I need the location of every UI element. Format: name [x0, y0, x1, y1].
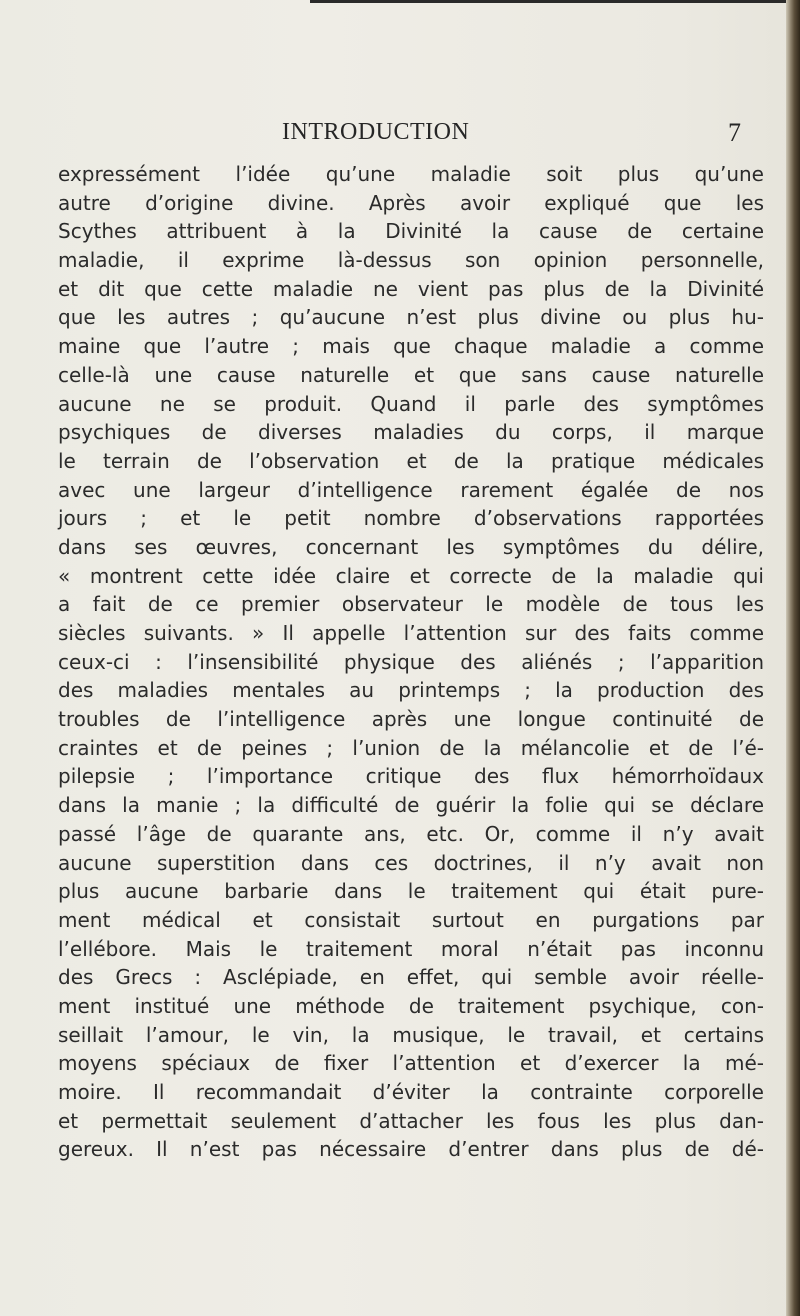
text-line: troubles de l’intelligence après une longue continuité de	[58, 707, 764, 732]
text-line: des Grecs : Asclépiade, en effet, qui semble avoir réelle-	[58, 965, 764, 990]
text-line: « montrent cette idée claire et correcte de la maladie qui	[58, 563, 764, 588]
text-line: et dit que cette maladie ne vient pas plus de la Divinité	[58, 276, 764, 301]
text-line: Scythes attribuent à la Divinité la cause de certaine	[58, 219, 764, 244]
text-line: passé l’âge de quarante ans, etc. Or, comme il n’y avait	[58, 821, 764, 846]
text-line: jours ; et le petit nombre d’observations rapportées	[58, 506, 764, 531]
text-line: seillait l’amour, le vin, la musique, le travail, et certains	[58, 1022, 764, 1047]
page-binding-edge	[786, 0, 800, 1316]
text-line: plus aucune barbarie dans le traitement qui était pure-	[58, 879, 764, 904]
top-edge-rule	[310, 0, 800, 3]
page-number: 7	[728, 118, 741, 147]
text-line: le terrain de l’observation et de la pratique médicales	[58, 448, 764, 473]
text-line: dans la manie ; la difficulté de guérir la folie qui se déclare	[58, 793, 764, 818]
text-line: moyens spéciaux de fixer l’attention et d’exercer la mé-	[58, 1051, 764, 1076]
text-line: l’ellébore. Mais le traitement moral n’était pas inconnu	[58, 936, 764, 961]
text-line: que les autres ; qu’aucune n’est plus divine ou plus hu-	[58, 305, 764, 330]
text-line: celle-là une cause naturelle et que sans cause naturelle	[58, 362, 764, 387]
text-line: des maladies mentales au printemps ; la production des	[58, 678, 764, 703]
text-line: maladie, il exprime là-dessus son opinion personnelle,	[58, 248, 764, 273]
body-paragraph	[58, 160, 764, 1164]
running-head-title: INTRODUCTION	[282, 119, 470, 145]
running-head	[0, 119, 786, 149]
text-line: expressément l’idée qu’une maladie soit plus qu’une	[58, 162, 764, 186]
text-line: et permettait seulement d’attacher les fous les plus dan-	[58, 1108, 764, 1133]
text-line: avec une largeur d’intelligence rarement égalée de nos	[58, 477, 764, 502]
text-line: moire. Il recommandait d’éviter la contrainte corporelle	[58, 1080, 764, 1104]
text-line: aucune superstition dans ces doctrines, il n’y avait non	[58, 850, 764, 875]
text-line: gereux. Il n’est pas nécessaire d’entrer dans plus de dé-	[58, 1137, 764, 1162]
text-line: ment médical et consistait surtout en purgations par	[58, 907, 764, 932]
text-line: ceux-ci : l’insensibilité physique des aliénés ; l’apparition	[58, 649, 764, 674]
text-line: a fait de ce premier observateur le modèle de tous les	[58, 592, 764, 617]
text-line: autre d’origine divine. Après avoir expliqué que les	[58, 190, 764, 215]
text-line: craintes et de peines ; l’union de la mélancolie et de l’é-	[58, 735, 764, 760]
text-line: maine que l’autre ; mais que chaque maladie a comme	[58, 334, 764, 359]
text-line: ment institué une méthode de traitement psychique, con-	[58, 993, 764, 1018]
text-line: dans ses œuvres, concernant les symptômes du délire,	[58, 534, 764, 559]
text-line: psychiques de diverses maladies du corps, il marque	[58, 420, 764, 445]
text-line: pilepsie ; l’importance critique des flux hémorrhoïdaux	[58, 764, 764, 789]
text-line: siècles suivants. » Il appelle l’attention sur des faits comme	[58, 621, 764, 645]
text-line: aucune ne se produit. Quand il parle des symptômes	[58, 391, 764, 416]
